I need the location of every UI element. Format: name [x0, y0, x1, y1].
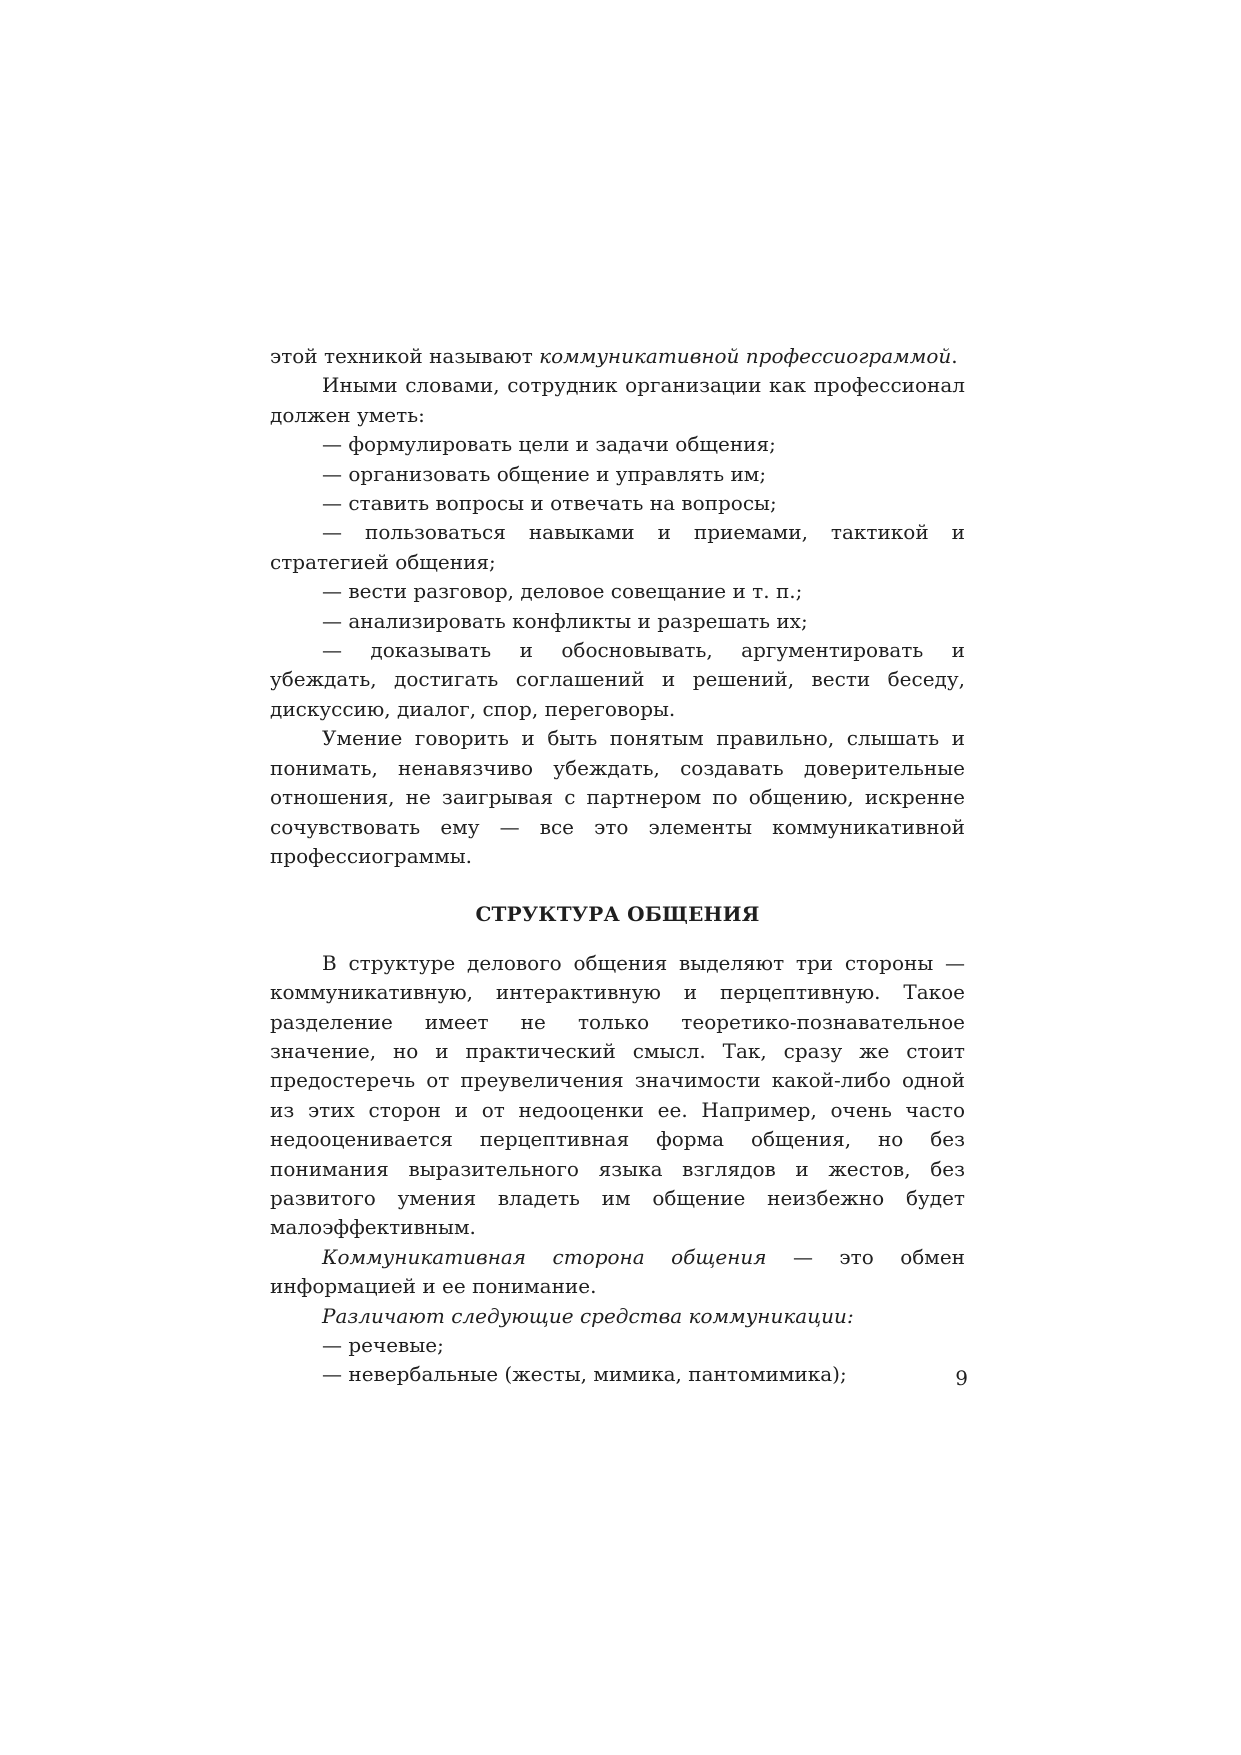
paragraph-communication-skills: Умение говорить и быть понятым правильно, слышать и понимать, ненавязчиво убеждать, создавать доверительные отношения, не заигрывая с партнером по общению, искренне сочувствовать ему — все это элементы коммуникативной профессиограммы. — [270, 726, 965, 868]
paragraph-profession-term — [270, 342, 965, 371]
paragraph-means-intro — [270, 1302, 965, 1331]
paragraph-communicative-side — [270, 1243, 965, 1302]
section-heading: СТРУКТУРА ОБЩЕНИЯ — [475, 902, 760, 927]
skill-item: — анализировать конфликты и разрешать их; — [322, 608, 808, 633]
term-italic: коммуникативной профессиограммой — [539, 344, 952, 368]
skill-item: — организовать общение и управлять им; — [322, 461, 767, 486]
page-number: 9 — [955, 1366, 968, 1390]
paragraph-skills-intro: Иными словами, сотрудник организации как профессионал должен уметь: — [270, 373, 965, 427]
skill-item: — формулировать цели и задачи общения; — [322, 432, 776, 457]
term-italic: Коммуникативная сторона общения — [322, 1244, 767, 1269]
means-item: — речевые; — [322, 1333, 444, 1357]
means-intro-italic: Различают следующие средства коммуникации: — [322, 1303, 854, 1328]
skill-item: — ставить вопросы и отвечать на вопросы; — [322, 491, 777, 516]
skill-item: — пользоваться навыками и приемами, тактикой и стратегией общения; — [270, 520, 965, 574]
paragraph-text: — это обмен информацией и ее понимание. — [270, 1244, 966, 1299]
means-item: — невербальные (жесты, мимика, пантомимика); — [322, 1362, 847, 1387]
page-body — [270, 342, 965, 1390]
paragraph-text: этой техникой называют — [270, 344, 540, 368]
skill-item: — вести разговор, деловое совещание и т. п.; — [322, 579, 803, 604]
skill-item: — доказывать и обосновывать, аргументировать и убеждать, достигать соглашений и решений, вести беседу, дискуссию, диалог, спор, переговоры. — [270, 638, 965, 721]
paragraph-end: . — [951, 344, 958, 368]
paragraph-structure: В структуре делового общения выделяют три стороны — коммуникативную, интерактивную и перцептивную. Такое разделение имеет не только теоретико-познавательное значение, но и практический смысл. Так, сразу же стоит предостеречь от преувеличения значимости какой-либо одной из этих сторон и от недооценки ее. Например, очень часто недооценивается перцептивная форма общения, но без понимания выразительного языка взглядов и жестов, без развитого умения владеть им общение неизбежно будет малоэффективным. — [270, 950, 965, 1240]
